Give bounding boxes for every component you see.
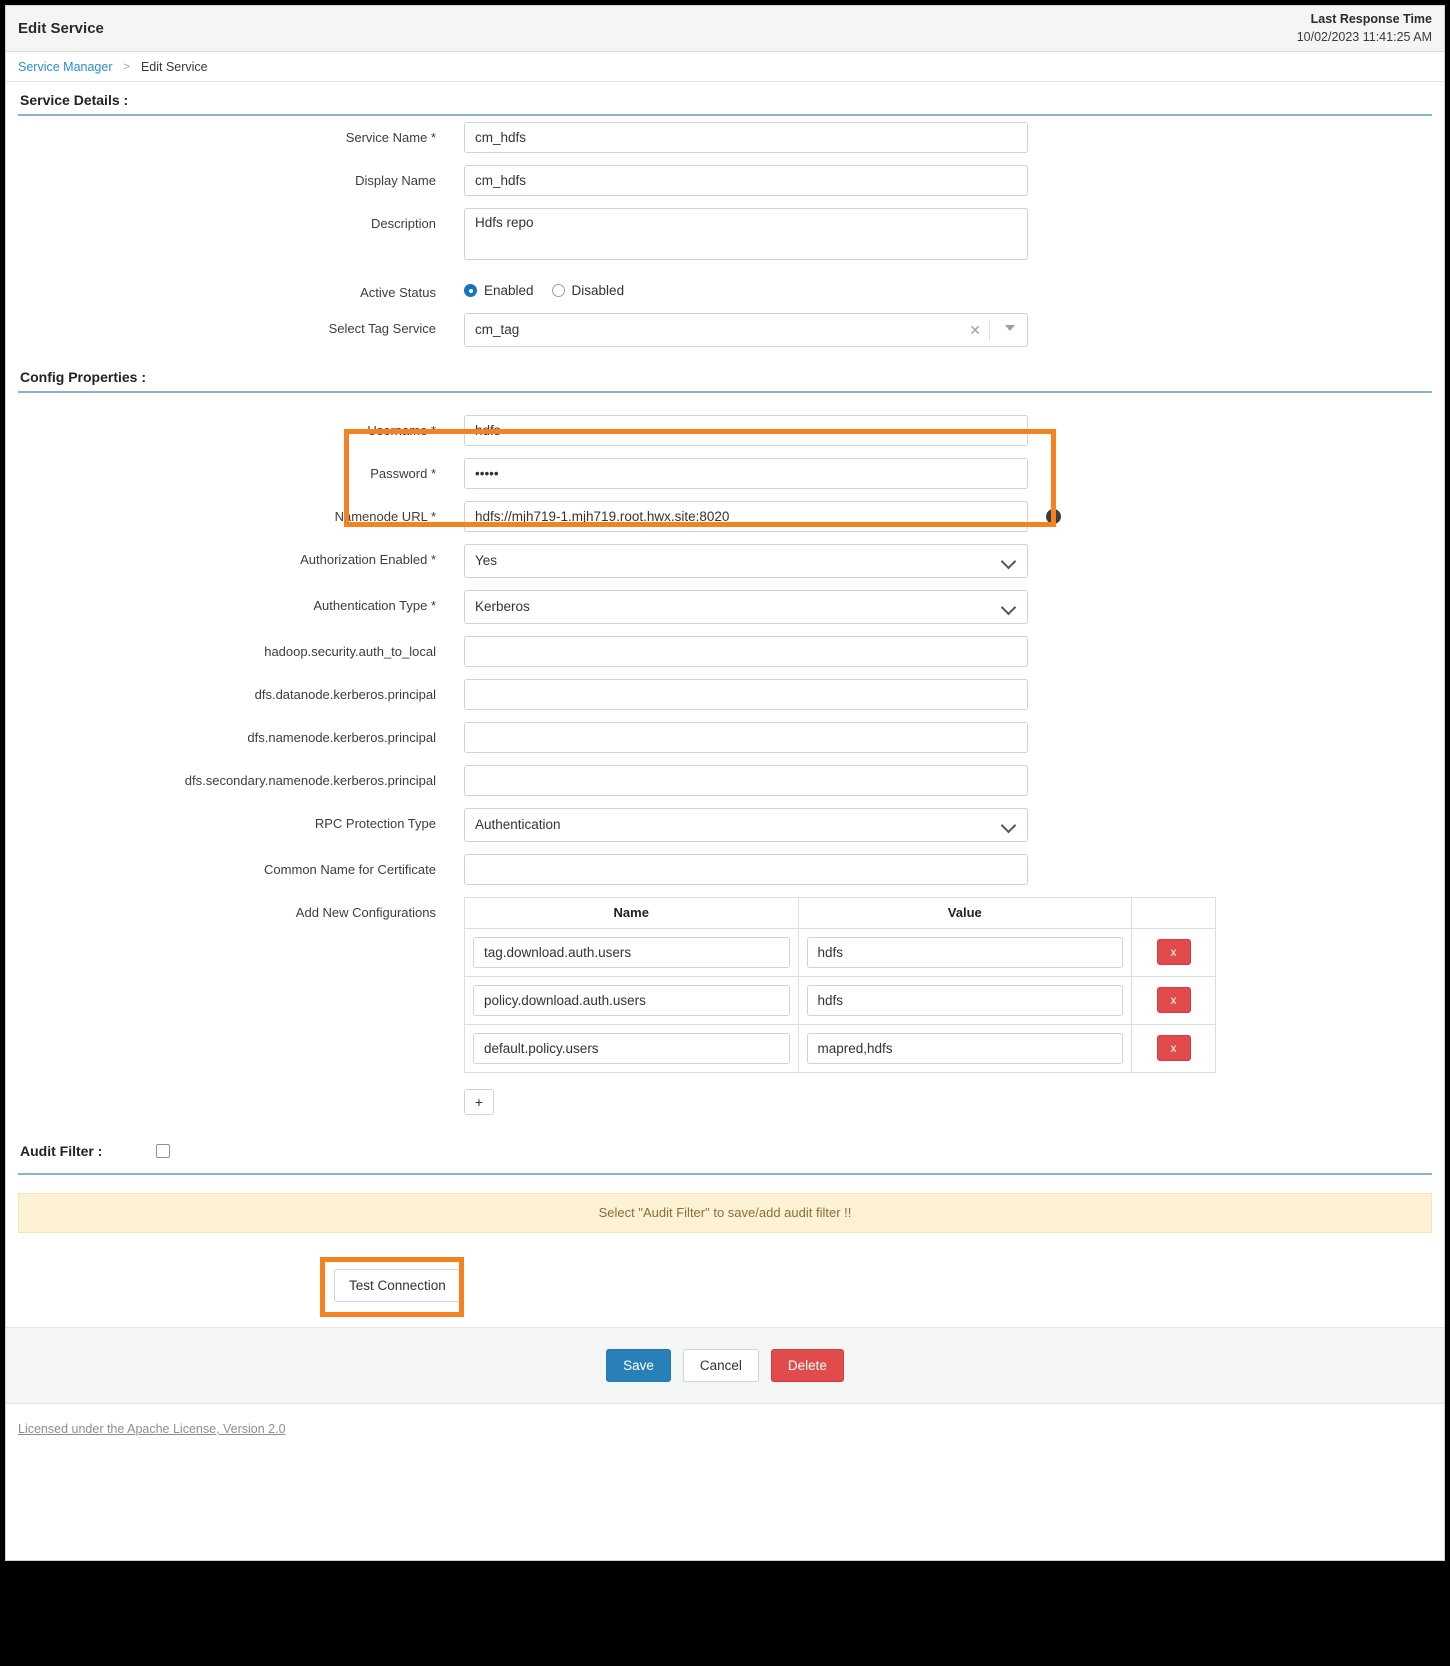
- breadcrumb-current: Edit Service: [140, 59, 208, 74]
- add-configuration-button[interactable]: +: [464, 1089, 494, 1115]
- license-link[interactable]: Licensed under the Apache License, Version 2.0: [18, 1422, 286, 1437]
- audit-filter-label: Audit Filter :: [20, 1142, 103, 1159]
- info-icon[interactable]: i: [1046, 509, 1061, 524]
- namenode-principal-input[interactable]: [464, 722, 1028, 753]
- authentication-type-label: Authentication Type *: [313, 597, 436, 613]
- active-status-enabled-option[interactable]: [464, 283, 534, 298]
- rpc-protection-type-label: RPC Protection Type: [314, 815, 436, 831]
- field-active-status: [18, 277, 1432, 301]
- config-name-input[interactable]: [473, 985, 790, 1016]
- description-textarea[interactable]: [464, 208, 1028, 260]
- audit-filter-row: [18, 1127, 1432, 1175]
- breadcrumb-separator-icon: >: [123, 60, 130, 73]
- secondary-namenode-principal-label: dfs.secondary.namenode.kerberos.principal: [184, 772, 436, 788]
- tag-service-select[interactable]: [464, 313, 1028, 347]
- config-value-input[interactable]: [807, 1033, 1124, 1064]
- breadcrumb-service-manager[interactable]: Service Manager: [18, 59, 113, 74]
- table-row: [465, 1024, 1216, 1072]
- save-button[interactable]: Save: [606, 1349, 671, 1382]
- page-header: [6, 6, 1444, 52]
- field-auth-to-local: [18, 636, 1432, 667]
- config-value-input[interactable]: [807, 985, 1124, 1016]
- password-input[interactable]: [464, 458, 1028, 489]
- cancel-button[interactable]: Cancel: [683, 1349, 759, 1382]
- active-status-disabled-option[interactable]: [552, 283, 625, 298]
- auth-to-local-input[interactable]: [464, 636, 1028, 667]
- clear-icon[interactable]: ✕: [969, 321, 981, 338]
- radio-enabled-icon[interactable]: [464, 284, 477, 297]
- field-authorization-enabled: [18, 544, 1432, 578]
- last-response-time-label: Last Response Time: [1310, 12, 1432, 26]
- field-password: [18, 458, 1432, 489]
- delete-row-button[interactable]: x: [1157, 987, 1191, 1013]
- username-label: Username *: [367, 422, 436, 438]
- add-new-configurations-label: Add New Configurations: [295, 904, 436, 920]
- column-header-actions: [1132, 897, 1216, 928]
- field-display-name: [18, 165, 1432, 196]
- column-header-name: Name: [465, 897, 799, 928]
- service-details-heading: Service Details :: [18, 82, 1432, 116]
- field-add-new-configurations: [18, 897, 1432, 1115]
- field-namenode-principal: [18, 722, 1432, 753]
- display-name-label: Display Name: [355, 173, 436, 188]
- test-connection-button[interactable]: Test Connection: [334, 1269, 461, 1302]
- delete-row-button[interactable]: x: [1157, 1035, 1191, 1061]
- namenode-url-label: Namenode URL *: [334, 508, 436, 524]
- audit-filter-notice: Select "Audit Filter" to save/add audit filter !!: [18, 1193, 1432, 1233]
- new-configurations-table: [464, 897, 1216, 1073]
- field-secondary-namenode-principal: [18, 765, 1432, 796]
- datanode-principal-label: dfs.datanode.kerberos.principal: [254, 686, 436, 702]
- table-row: [465, 928, 1216, 976]
- license-footer: [6, 1403, 1444, 1455]
- form-content: [6, 82, 1444, 1327]
- username-input[interactable]: [464, 415, 1028, 446]
- active-status-enabled-label: Enabled: [484, 283, 534, 298]
- active-status-disabled-label: Disabled: [571, 283, 625, 298]
- secondary-namenode-principal-input[interactable]: [464, 765, 1028, 796]
- table-row: [465, 976, 1216, 1024]
- description-label: Description: [370, 216, 436, 231]
- service-name-label: Service Name *: [345, 130, 436, 145]
- rpc-protection-type-select[interactable]: [464, 808, 1028, 842]
- audit-filter-checkbox[interactable]: [156, 1144, 170, 1158]
- field-description: [18, 208, 1432, 265]
- active-status-label: Active Status: [360, 285, 436, 300]
- field-common-name-certificate: [18, 854, 1432, 885]
- edit-service-page: [5, 5, 1445, 1561]
- field-datanode-principal: [18, 679, 1432, 710]
- field-authentication-type: [18, 590, 1432, 624]
- common-name-certificate-input[interactable]: [464, 854, 1028, 885]
- field-service-name: [18, 122, 1432, 153]
- display-name-input[interactable]: [464, 165, 1028, 196]
- field-rpc-protection-type: [18, 808, 1432, 842]
- common-name-certificate-label: Common Name for Certificate: [264, 861, 436, 877]
- column-header-value: Value: [798, 897, 1132, 928]
- footer-actions: [6, 1327, 1444, 1403]
- last-response-time-value: 10/02/2023 11:41:25 AM: [1296, 30, 1432, 44]
- field-username: [18, 415, 1432, 446]
- chevron-down-icon[interactable]: [1005, 325, 1015, 331]
- delete-button[interactable]: Delete: [771, 1349, 844, 1382]
- authorization-enabled-select[interactable]: [464, 544, 1028, 578]
- config-name-input[interactable]: [473, 1033, 790, 1064]
- config-properties-heading: Config Properties :: [18, 359, 1432, 393]
- auth-to-local-label: hadoop.security.auth_to_local: [264, 643, 436, 659]
- select-divider: [989, 321, 990, 341]
- config-value-input[interactable]: [807, 937, 1124, 968]
- tag-service-value: cm_tag: [475, 322, 520, 338]
- datanode-principal-input[interactable]: [464, 679, 1028, 710]
- tag-service-label: Select Tag Service: [328, 320, 436, 336]
- table-header-row: [465, 897, 1216, 928]
- namenode-url-input[interactable]: [464, 501, 1028, 532]
- page-title: Edit Service: [18, 20, 104, 37]
- service-name-input[interactable]: [464, 122, 1028, 153]
- breadcrumb: [6, 52, 1444, 82]
- field-tag-service: [18, 313, 1432, 347]
- config-name-input[interactable]: [473, 937, 790, 968]
- authorization-enabled-label: Authorization Enabled *: [300, 551, 436, 567]
- delete-row-button[interactable]: x: [1157, 939, 1191, 965]
- authentication-type-select[interactable]: [464, 590, 1028, 624]
- radio-disabled-icon[interactable]: [552, 284, 565, 297]
- namenode-principal-label: dfs.namenode.kerberos.principal: [247, 729, 436, 745]
- field-namenode-url: [18, 501, 1432, 532]
- test-connection-area: [18, 1253, 1432, 1327]
- password-label: Password *: [370, 465, 436, 481]
